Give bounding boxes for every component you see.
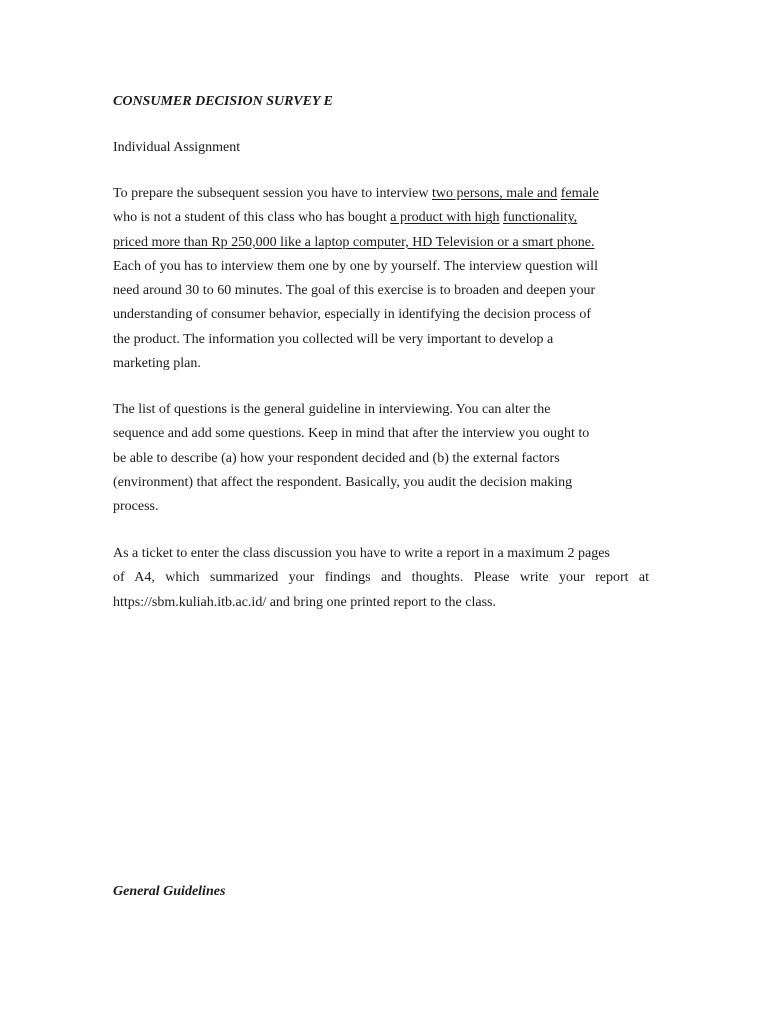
document-subtitle: Individual Assignment <box>113 140 241 155</box>
paragraph-line: who is not a student of this class who has bought a product with high functionality, <box>113 210 578 226</box>
paragraph-line: To prepare the subsequent session you have to interview two persons, male and female <box>113 186 599 201</box>
paragraph-line: the product. The information you collected will be very important to develop a <box>113 331 554 347</box>
paragraph-line: The list of questions is the general guideline in interviewing. You can alter the <box>113 402 551 417</box>
paragraph-line: sequence and add some questions. Keep in mind that after the interview you ought to <box>113 426 590 442</box>
paragraph-line: marketing plan. <box>113 356 201 372</box>
paragraph-line: As a ticket to enter the class discussion you have to write a report in a maximum 2 pages <box>113 546 610 561</box>
paragraph-line: process. <box>113 499 159 515</box>
document-title: CONSUMER DECISION SURVEY E <box>113 94 333 109</box>
paragraph-guideline <box>113 398 649 519</box>
paragraph-line: need around 30 to 60 minutes. The goal of this exercise is to broaden and deepen your <box>113 283 596 299</box>
paragraph-instructions <box>113 182 649 376</box>
paragraph-line: Each of you has to interview them one by one by yourself. The interview question will <box>113 258 598 274</box>
underlined-text: a product with high <box>390 210 500 226</box>
underlined-text: functionality, <box>503 210 578 226</box>
paragraph-line: understanding of consumer behavior, especially in identifying the decision process of <box>113 307 592 323</box>
underlined-text: female <box>560 186 599 201</box>
paragraph-line: https://sbm.kuliah.itb.ac.id/ and bring one printed report to the class. <box>113 594 496 610</box>
paragraph-line: (environment) that affect the respondent. Basically, you audit the decision making <box>113 474 573 490</box>
underlined-text: priced more than Rp 250,000 like a laptop computer, HD Television or a smart phone. <box>113 234 595 250</box>
paragraph-line: be able to describe (a) how your respondent decided and (b) the external factors <box>113 450 560 466</box>
paragraph-line: of A4, which summarized your findings and thoughts. Please write your report at <box>113 570 649 586</box>
underlined-text: two persons, male and <box>432 186 558 201</box>
paragraph-report <box>113 542 649 615</box>
section-heading: General Guidelines <box>113 884 226 899</box>
